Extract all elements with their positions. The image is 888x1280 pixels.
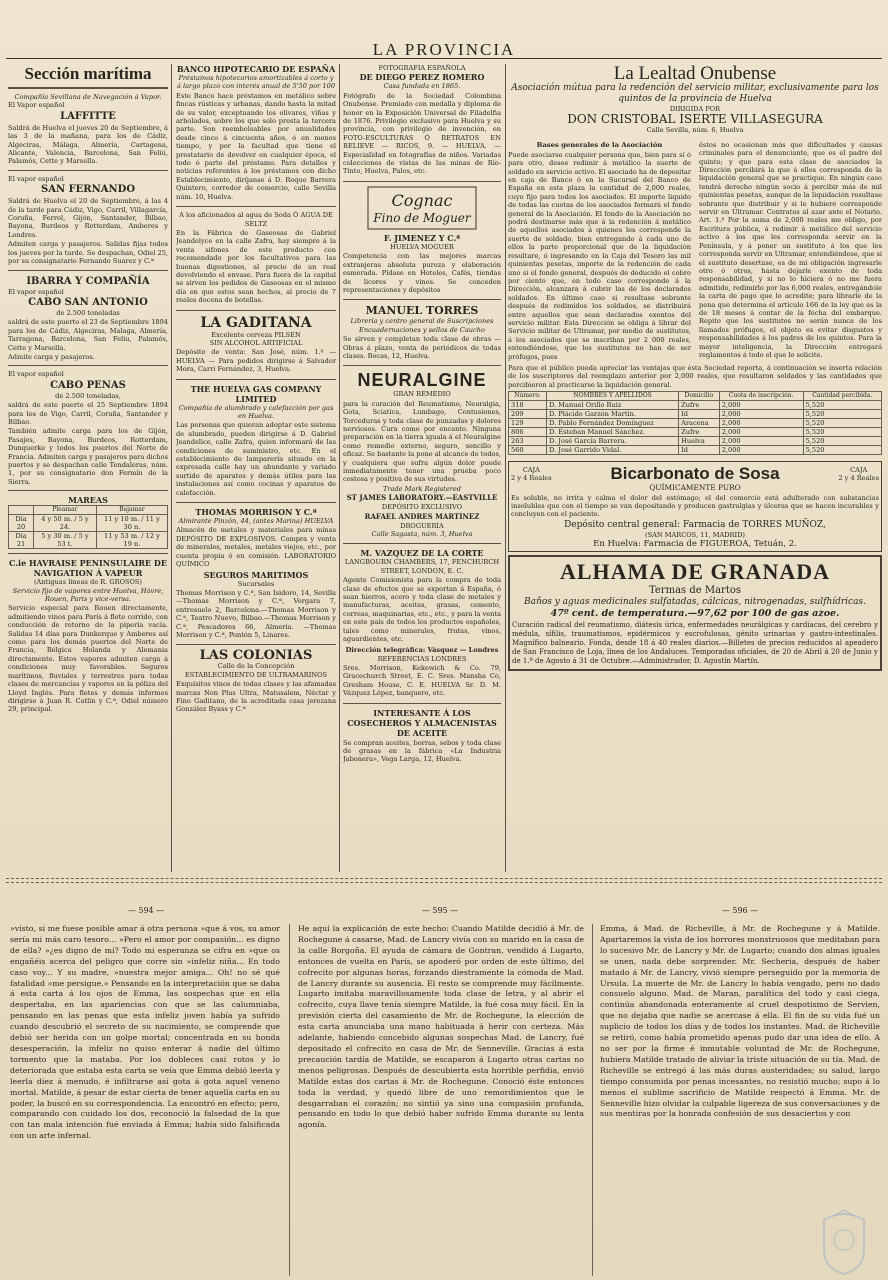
- ad-title: ST JAMES LABORATORY.—EASTVILLE: [346, 493, 498, 503]
- vessel-label: El vapor español: [8, 370, 64, 379]
- table-cell: Huelva: [679, 437, 720, 446]
- table-cell: Zufre: [679, 401, 720, 410]
- page-number: — 595 —: [421, 906, 459, 915]
- vessel-text: saldrá de este puerto el 23 de Septiembre 1894 para los de Cádiz, Algeciras, Malaga, Almería, Tarragona, Barcelona, San Feliu, Palamós, Cette y Marsella.: [8, 318, 168, 352]
- ad-text: Sres. Morrison, Kekewich & Co. 79, Gracechurch Street, E. C. Sres. Mansha Co, Gresham House, C. E. HUELVA Sr. D. M. Vázquez López, banquero, etc.: [343, 663, 501, 698]
- ad-subtitle: Compañía de alumbrado y calefacción por gas en Huelva.: [178, 403, 334, 420]
- tides-table: [8, 505, 168, 549]
- ad-text: Thomas Morrison y C.ª, San Isidoro, 14, Sevilla—Thomas Morrison y C.ª, Vergara 7, entresuelo 2, Barcelona.—Thomas Morrison y C.ª, Teatro Nuevo, Bilbao.—Thomas Morrison y C.ª, Pescadores 66, Almería. —Thomas Morrison y C.ª, Pontón 5, Linares.: [176, 588, 336, 639]
- divider: [176, 206, 336, 207]
- table-row: [509, 428, 882, 437]
- divider: [176, 379, 336, 380]
- ad-title: A los aficionados al agua de Soda Ó AGUA DE SELTZ: [179, 211, 333, 228]
- ad-subtitle: HUELVA MOGUER: [390, 242, 454, 251]
- table-cell: Día 21: [9, 532, 34, 549]
- ad-subtitle: Almirante Pinzón, 44, (antes Marina) HUELVA: [178, 517, 334, 526]
- caja-price: 2 y 4 Reales: [511, 474, 552, 483]
- ad-subtitle: DIRIGIDA POR: [669, 105, 721, 113]
- ad-text: Curación radical del reumatismo, diátesis úrica, enfermedades neurálgicas y cardiacas, del cerebro y médula, sífilis, traumatismos, epidérmicos y escrofulosas, génito urinarias y gastro-intestinales. Magnífico balneario. Fonda, desde 18 á 40 reales diarios.—Billetes de precios reducidos al apeadero de San Francisco de Loja, línea de los Andaluces. Temporadas oficiales, de 20 de Abril á 20 de Junio y de 1.º de Agosto á 31 de Octubre.—Administrador, D. Agustín Martín.: [512, 621, 878, 666]
- table-cell: 2,000: [719, 401, 803, 410]
- table-cell: 5,520: [803, 401, 881, 410]
- table-header: Cantidad percibida.: [803, 392, 881, 401]
- divider: [343, 703, 501, 704]
- table-row: [509, 446, 882, 455]
- table-row: [509, 410, 882, 419]
- ad-subtitle: Depósito central general: Farmacia de TORRES MUÑOZ,: [564, 519, 826, 530]
- ad-title: DE DIEGO PEREZ ROMERO: [359, 72, 485, 83]
- cognac-logo-text: Fino de Moguer: [373, 210, 471, 225]
- divider: [8, 490, 168, 491]
- column-maritime: [8, 64, 168, 872]
- table-cell: 11 y 53 m. / 12 y 19 n.: [96, 532, 167, 549]
- table-cell: Aracena: [679, 419, 720, 428]
- tides-header: Bajamar: [96, 506, 167, 515]
- vessel-text: Admiten carga y pasajeros. Salidas fijas todos los jueves por la tarde. Se despachan, Odiel 25, por su consignatario Fernando Suarez y C.ª: [8, 240, 168, 266]
- vessel-label: El Vapor español: [8, 101, 65, 110]
- serial-text: Emma, á Mad. de Richeville, á Mr. de Rochegune y á Matilde. Apartaremos la vista de los horrores monstruosos que meditaban para lo sucesivo Mr. de Lancry y Mr. de Lugarto; cuando dos almas iguales se unen, nada debe sorprender. Mr. Secheria, después de haber matado á Mr. de Lancry, vivió siempre perseguido por la memoria de Ursula. La muerte de Mr. de Lancry lo había vengado, pero no dado consuelo alguno. Mad. de Maran, paralítica del todo y casi ciega, continúa abandonada enteramente al cruel despotismo de Servien, que no dejaba que nadie se acercase á ella. El fin de su vida fué un suplicio de todos los días y de todos los instantes. Mad. de Richeville se retiró, como había prometido apenas pudo dar una idea de ello. A no ser por la firme é inmutable voluntad de Mr. de Rochegune, hubiera Matilde tratado de aliviar la triste situación de su tía. Mad. de Richeville se entregó á las más duras austeridades; su salud, largo tiempo consumida por penas incesantes, no resistió mucho; supo á lo menos el sublime sacrificio de Matilde respectó á Emma. Mr. de Senneville hizo olvidar la culpable ligereza de sus conversaciones y de sus mentiras por la honrada confesión de sus desaciertos y con: [600, 924, 880, 1119]
- ad-text: Puede asociarse cualquier persona que, bien para sí ó para otro, desee redimir á metálico la suerte de soldado en servicio activo. El asociado ha de depositar en caja de Banco ó en la Sucursal del Banco de España en esta plaza la cantidad de 2,000 reales, cuyo fijo para todos los asociados. El importe liquido de todas las cuotas de los asociados formará el fondo general de la Asociación. El fondo de la Asociación no podrá destinarse más que á la redención á metálico de aquellos asociados á quienes les corresponde la suerte de soldado, bien entregando á cada uno de ellos la parte proporcional que de la liquidación resultare, ó ingresando en la Caja del Tesoro las mil quinientas pesetas, importe de la redención de cada uno si el fondo general, después de deducido el cobro por ciento que, en todo caso corresponde á la Dirección, alcanzara á cubrir las de los declarados soldados. En último caso si resultase sobrante después de redimidos los soldados, se distribuirá entre aquellos que sean declarados exentos del servicio militar. Esta Dirección se obliga á librar del Servicio militar de Ultramar, por medio de sustitutos, á los asociados que se inscriban por 2 000 reales, entendiéndose, que los sustitutos no han de ser prófugos, pues: [508, 150, 691, 361]
- divider: [8, 365, 168, 366]
- ad-subtitle: ESTABLECIMIENTO DE ULTRAMARINOS: [184, 670, 328, 679]
- ad-title: LAS COLONIAS: [199, 648, 313, 664]
- ad-text: Para que el público pueda apreciar las ventajas que ésta Sociedad reporta, á continuación se inserta relación de los suscriptores del reemplazo anterior por 2,000 reales, que resultaron soldados y las cantidades que percibieron al practicarse la liquidación general.: [508, 363, 882, 389]
- divider: [8, 270, 168, 271]
- table-cell: 5,520: [803, 437, 881, 446]
- ad-title: ALHAMA DE GRANADA: [560, 559, 830, 585]
- bicarbonato-header: [511, 464, 879, 484]
- vessel-text: Admite carga y pasajeros.: [8, 352, 95, 361]
- ad-title: THOMAS MORRISON Y C.ª: [195, 507, 317, 518]
- ad-text: Competencia con las mejores marcas extranjeras absoluta pureza y elaboración esmerada. Pídase en Hoteles, Cafés, tiendas de licores y vinos. Se conceden representaciones y depósitos: [343, 252, 501, 294]
- table-cell: Día 20: [9, 515, 34, 532]
- serial-text: He aquí la explicación de este hecho: Cuando Matilde decidió á Mr. de Rochegune á casarse, Mad. de Lancry vivía con su marido en la casa de la calle Borgoña. El ayuda de cámara de Gontran, vendido á Lugarto, entonces de vuelta en París, se apoderó por orden de este último, del cofrecito por algunas horas, forzando diestramente la cómoda de Mad. de Lancry durante su ausencia. El resto se comprende muy fácilmente. Lugarto imitaba maravillosamente toda clase de letra, y al abrir el cofrecito, cuya llave tenía siempre Matilde, la fué cosa muy fácil. En la previsión cierta del casamiento de Mr. de Rochegune, la elección de esta carta anunciaba una mano habituada á herir con certeza. Más adelante, habiendo concebido algunas sospechas Mad. de Lancry, fué depositado el cofrecito en casa de Mr. de Senneville. Gracias á esta precaución tardía de Matilde, se escaparon á Lugarto otras cartas no menos peligrosas. Después de descubierta esta horrible perfidia, envió Matilde estas dos cartas á Mr. de Rochegune. Conoció éste entonces toda la verdad, y quedó libre de uno remordimientos que le desgarraban el corazón; no sintió ya sino una compasión profunda, pensando en todo lo que debió haber sufrido Emma durante su lenta agonía.: [298, 924, 584, 1130]
- table-cell: 263: [509, 437, 547, 446]
- ad-text: Fotógrafo de la Sociedad Colombina Onubense. Premiado con medalla y diploma de honor en la Exposición Universal de Filadelfia de 1876. Privilegio exclusivo para Huelva y su provincia, con privilegio de invención, en FOTO-ESCULTURAS Ó RETRATOS EN RELIEVE — RICOS, 9. — HUELVA. — Especialidad en fotografías de niños. Variadas colecciones de vistas de las minas de Río-Tinto, Huelva, Palos, etc.: [343, 91, 501, 176]
- table-cell: 5,520: [803, 419, 881, 428]
- table-cell: 5,520: [803, 446, 881, 455]
- ad-text: Depósito de venta: San José, núm. 1.º — HUELVA — Para pedidos dirigirse á Salvador Mora, Carri Fernández, 3, Huelva.: [176, 348, 336, 374]
- ad-subtitle: Calle Sevilla, núm. 6, Huelva: [646, 126, 744, 135]
- table-header: NOMBRES Y APELLIDOS: [547, 392, 679, 401]
- company-text: Servicio especial para Rouen directamente, admitiendo vinos para París á flete corrido, con conducción de retorno de la pipería vacía. Salidas 14 días para Dunkerque y Amberes así como para los demás puertos del Norte de Francia, Bélgica Holanda y Alemania directamente. Estos vapores admiten carga á condiciones muy favorables. Seguros marítimos, fluviales y terrestres para todas clases de mercancías y vapores en la póliza del Lloyd Inglés. Para fletes y demás informes dirigirse á Juan R. Catlin y C.ª, Odiel número 29, principal.: [8, 604, 168, 714]
- ad-subtitle: Asociación mútua para la redención del servicio militar, exclusivamente para los quintos de la provincia de Huelva: [511, 83, 879, 104]
- section-subtitle: Bases generales de la Asociación: [536, 140, 663, 149]
- company-heading: C.ie HAVRAISE PENINSULAIRE DE NAVIGATION Á VAPEUR: [9, 558, 167, 579]
- ad-title: LA GADITANA: [200, 314, 312, 331]
- divider: [343, 299, 501, 300]
- table-row: [509, 437, 882, 446]
- column-divider: [289, 924, 290, 1276]
- bicarbonato-ad: [508, 461, 882, 552]
- ad-text: éstos no ocasionan más que dificultades y causas criminales para el denunciante, que es el padre del quinto; y que para esta clase de asociados la Dirección percibirá la que á ellos corresponda de la liquidación general que se practique. En ningún caso tendrá derecho ningún socio á percibir más de mil quinientas pesetas, aunque de la liquidación resultase sobrante que distribuir y si le hubiere corresponde servir en Ultramar. Contratos al azar ante el Notario. Art. 1.º Por la suma de 2,000 reales me obligo, por Escritura pública, á redimir á metálico del servicio activo á los que les corresponda servir en la Península, y á poner un sustituto á los que les corresponda servir en Ultramar, entendiéndose, que si el sustituto desertase, es de mi obligación ingresarle otro ó otros, hasta dejarle exento de toda responsabilidad, y si no lo hiciera ó no me fuera admitido, redimirlo por las 6,000 reales, entregándole la carta de pago que lo acredite; para librarle de la pena que determina el artículo 166 de la ley que es la de 18 meses á contar de la fecha del embarque. Repito que los sustitutos no serán nunca de los llamados prófugos, el objeto es evitar disgustos y responsabilidades á los padres de los quintos. Para la mayor inteligencia, la Dirección entregará reglamentos á todo el que lo solicite.: [699, 140, 882, 359]
- folletin-rule: [6, 882, 882, 883]
- ad-subtitle: Casa fundada en 1865.: [383, 82, 461, 91]
- table-header: Domicilio: [679, 392, 720, 401]
- divider: [343, 365, 501, 366]
- table-cell: 2,000: [719, 410, 803, 419]
- divider: [176, 310, 336, 311]
- divider: [8, 170, 168, 171]
- column-divider: [592, 924, 593, 1276]
- table-cell: D. Manuel Orillo Ruiz: [547, 401, 679, 410]
- ad-title: BANCO HIPOTECARIO DE ESPAÑA: [176, 64, 336, 74]
- lealtad-left: [508, 140, 691, 362]
- company-heading: IBARRA Y COMPAÑÍA: [26, 275, 150, 287]
- table-cell: 318: [509, 401, 547, 410]
- divider: [343, 181, 501, 182]
- divider: [8, 553, 168, 554]
- caja-label: [838, 466, 879, 482]
- table-cell: 2,000: [719, 419, 803, 428]
- table-cell: 2,000: [719, 446, 803, 455]
- table-cell: 2,000: [719, 437, 803, 446]
- tides-header: Pleamar: [34, 506, 97, 515]
- ad-subtitle: Termas de Martos: [649, 585, 741, 597]
- ad-text: Las personas que quieran adoptar este sistema de alumbrado, pueden dirigirse á D. Gabriel Jeandelice, calle Zafra, quien informará de las condiciones de suministro, etc. En el establecimiento de lamparería situado en la expresada calle hay un abundante y variado surtido de aparatos y demás útiles para las instalaciones así como cocinas y aparatos de calefacción.: [176, 421, 336, 497]
- ad-subtitle: REFERENCIAS LONDRES: [377, 654, 467, 663]
- vessel-label: El vapor español: [8, 287, 64, 296]
- ad-title: M. VAZQUEZ DE LA CORTE: [360, 548, 484, 559]
- table-cell: 209: [509, 410, 547, 419]
- table-row: [9, 515, 168, 532]
- ad-title: La Lealtad Onubense: [613, 64, 777, 84]
- ad-title: Bicarbonato de Sosa: [610, 464, 780, 484]
- vessel-tonnage: de 2.500 toneladas: [56, 308, 120, 317]
- column-divider: [339, 64, 340, 872]
- ad-text: En la Fábrica de Gaseosas de Gabriel Jeandelyce en la calle Zafra, hay siempre á la venta sifones de este producto con recomendado por los facultativos para las buenas digestiones, al precio de un real devolviendo el envase. Para fuera de la capital se sirven los pedidos de Gaseosas en el mismo día en que estos sean hechos, al precio de 7 reales docena de botellas.: [176, 228, 336, 305]
- ad-subtitle: GRAN REMEDIO: [393, 390, 451, 399]
- ad-title: THE HUELVA GAS COMPANY LIMITED: [190, 383, 322, 404]
- table-cell: Zufre: [679, 428, 720, 437]
- table-cell: D. Plácido Garzón Martín.: [547, 410, 679, 419]
- ad-text: Exquisitos vinos de todas clases y las afamadas marcas Non Plus Ultra, Matusalem, Néctar y Fino Gaditano, de la acreditada casa jerezana González Byass y C.ª: [176, 680, 336, 714]
- ad-subtitle: Dirección telegráfica: Vásquez — Londres: [345, 645, 499, 654]
- table-cell: 129: [509, 419, 547, 428]
- table-cell: 2,000: [719, 428, 803, 437]
- company-subtitle: (Antiguas lineas de R. GROSOS): [33, 578, 143, 587]
- tides-title: MAREAS: [68, 495, 108, 506]
- ad-title: MANUEL TORRES: [365, 304, 479, 318]
- vessel-name: CABO PENAS: [50, 379, 126, 391]
- table-cell: D. José Garrido Vidal.: [547, 446, 679, 455]
- ad-subtitle: QUÍMICAMENTE PURO: [649, 483, 741, 493]
- page-number: — 596 —: [721, 906, 759, 915]
- masthead: LA PROVINCIA: [372, 40, 516, 59]
- vessel-label: El vapor español: [8, 174, 64, 183]
- ad-subtitle: (SAN MARCOS, 11, MADRID): [645, 530, 745, 539]
- caja-label: [511, 466, 552, 482]
- table-row: [509, 419, 882, 428]
- lealtad-right: [699, 140, 882, 362]
- ad-title: NEURALGINE: [357, 370, 487, 391]
- table-cell: 4 y 50 m. / 5 y 24.: [34, 515, 97, 532]
- table-cell: 5,520: [803, 410, 881, 419]
- table-cell: 806: [509, 428, 547, 437]
- ad-subtitle: 47º cent. de temperatura.—97,62 por 100 de gas azoe.: [550, 608, 840, 620]
- ad-text: Almacén de metales y materiales para minas DEPÓSITO DE EXPLOSIVOS. Compra y venta de minerales, metales, metales viejos, etc., por cuenta propia ó en comisión. LABORATORIO QUÍMICO: [176, 526, 336, 569]
- cognac-logo-text: Cognac: [391, 190, 453, 210]
- ad-title: INTERESANTE Á LOS COSECHEROS Y ALMACENISTAS DE ACEITE: [347, 707, 497, 738]
- vessel-name: CABO SAN ANTONIO: [28, 296, 148, 308]
- table-cell: 5 y 30 m. / 5 y 53 t.: [34, 532, 97, 549]
- caja-text: CAJA: [522, 466, 540, 475]
- top-rule: [6, 58, 882, 59]
- vessel-text: saldrá de este puerto el 25 Septiembre 1894 para los de Vigo, Carril, Coruña, Santander y Bilbao.: [8, 401, 168, 426]
- caja-price: 2 y 4 Reales: [838, 474, 879, 483]
- ad-text: Se compran aceites, borras, sebos y toda clase de grasas en la fábrica «La Industria Jabonera», Vega Larga, 12, Huelva.: [343, 738, 501, 764]
- company-name: Compañía Sevillana de Navegación á Vapor.: [14, 93, 162, 101]
- ad-title: SEGUROS MARITIMOS: [203, 569, 309, 580]
- ad-text: Es soluble, no irrita y calma el dolor del estómago; el del comercio está adulterado con substancias insolubles que con el tiempo se van depositando y producen gastralgias y úlceras que se hacen incurables y concluyen con el paciente.: [511, 493, 879, 519]
- ad-text: Se sirven y completan toda clase de obras —Obras á plazo, venta de periódicos de todas clases. Bocas, 12, Huelva.: [343, 335, 501, 360]
- ad-title: FOTOGRAFIA ESPAÑOLA: [378, 64, 466, 72]
- vessel-name: LAFFITTE: [60, 110, 116, 122]
- section-title: Sección marítima: [24, 64, 152, 83]
- page-number: — 594 —: [127, 906, 165, 915]
- ad-subtitle: LANGBOURN CHAMBERS, 17, FENCHURCH STREET, LONDON, E. C.: [344, 558, 500, 575]
- ad-subtitle: DROGUERÍA: [400, 521, 444, 530]
- table-cell: Id: [679, 410, 720, 419]
- vessel-text: Saldrá de Huelva el jueves 20 de Septiembre, á las 3 de la mañana, para los de Cádiz, Algeciras, Málaga, Almería, Cartagena, Alicante, Valencia, Barcelona, San Feliú, Palamós, Cette y Marsella.: [8, 123, 168, 166]
- table-cell: D. Pablo Fernández Domínguez: [547, 419, 679, 428]
- ad-title: RAFAEL ANDRES MARTINEZ: [364, 511, 480, 521]
- serial-text: »visto, si me fuese posible amar á otra persona »que á vos, su amor sería mi más caro tesoro... »Pero el amor por compasión... es digno de ella? »¿es digno de mí? Todo mi esperanza se cifra en »que os engañéis acerca del peligro que corre sin »infeliz niña... En todo caso voy... Y su madre, »nuestra mejor amiga... Oh! no sé qué fatalidad »me persigue.» Pensando en la interpretación que se daba á esta carta á los ojos de Emma, las sospechas que en ella despertaba, en las apariencias con que se las calumniaba, pensando en las penas que esta infeliz joven había ya sufrido cuando descubrió el secreto de su nacimiento, se comprende que debió ser herida con un golpe mortal; concentrada en su honda desesperación, la infeliz no quiso enterar á nadie del último tormento que la mataba. Por los dobleces casi rotos y lo deteriorada que estaba esta carta se veía que Emma debió leerla y leerla diez á menudo, é infiltrarse así gota á gota aquel veneno mortal. Matilde, á pesar de estar cierta de tener aquella carta en su poder, la buscó en su correspondencia. La encontró en efecto; pero, comparando con cuidado los dos, reconoció la falsedad de la que con tan mala intención fué enviada á Emma; había sido falsificada con un arte infernal.: [10, 924, 280, 1141]
- table-cell: 560: [509, 446, 547, 455]
- table-cell: 5,520: [803, 428, 881, 437]
- ad-subtitle: Sucursales: [237, 579, 275, 588]
- table-header: Número.: [509, 392, 547, 401]
- column-divider: [171, 64, 172, 872]
- ad-subtitle: Baños y aguas medicinales sulfatadas, cálcicas, nitrogenadas, sulfhídricas.: [524, 597, 866, 608]
- ad-subtitle: SIN ALCOHOL ARTIFICIAL: [209, 338, 303, 347]
- vessel-text: Saldrá de Huelva el 20 de Septiembre, á las 4 de la tarde para Cádiz, Vigo, Carril, Villagarcía, Coruña, Ferrol, Gijón, Santander, Bilbao, Bayona, Burdeos y Rotterdam, Amberes y Londres.: [8, 197, 168, 239]
- ad-subtitle: Calle Sagasta, núm. 3, Huelva: [371, 530, 473, 539]
- caja-text: CAJA: [850, 466, 868, 475]
- ad-subtitle: En Huelva: Farmacia de FIGUEROA, Tetuán, 2.: [593, 539, 797, 550]
- alhama-ad: [508, 555, 882, 671]
- table-cell: 11 y 10 m. / 11 y 30 n.: [96, 515, 167, 532]
- ad-subtitle: Préstamos hipotecarios amortizables á corto y á largo plazo con interés anual de 5'50 por 100: [176, 74, 336, 91]
- ad-subtitle: DEPÓSITO EXCLUSIVO: [381, 503, 463, 512]
- table-cell: D. Esteban Manuel Sánchez.: [547, 428, 679, 437]
- cognac-logo-icon: [367, 186, 477, 230]
- ad-text: Agente Comisionista para la compra de toda clase de efectos que se exportan á España, ó sean hierros, acero y toda clase de metales y manufacturas, aceites, grasas, cemento, correas, maquinarias, etc., etc., y para la venta en este país de todos los productos españoles, tales como minerales, frutas, vinos, aguardientes, etc.: [343, 576, 501, 644]
- ad-subtitle: Librería y centro general de Suscripciones Encuadernaciones y sellos de Caucho: [350, 317, 494, 334]
- ad-subtitle: Excelente cerveza PILSEN: [211, 330, 301, 339]
- company-tagline: Servicio fijo de vapores entre Huelva, Hávre, Rouen, Paris y vice-versa.: [12, 586, 164, 604]
- column-lealtad: [508, 64, 882, 872]
- ad-subtitle: Calle de la Concepción: [217, 662, 295, 671]
- folletin-rule: [6, 878, 882, 879]
- divider: [176, 502, 336, 503]
- table-header-row: [509, 392, 882, 401]
- table-row: [9, 532, 168, 549]
- vessel-tonnage: de 2.500 toneladas,: [55, 391, 121, 400]
- divider: [176, 644, 336, 645]
- column-ads-2: [176, 64, 336, 872]
- ad-text: para la curación del Reumatismo, Neuralgia, Gota, Sciatica, Lumbago, Contusiones, Torceduras y toda clase de punzadas y dolores nerviosos. Cura como por encanto. Ninguna preparación en la tierra iguala á el Neuralgine como remedio externo, seguro, sencillo y eficaz. Se bastante la pone al alcance de todos, y cualquiera que sufra algún dolor puede inmediatamente tener una prueba poco costosa y positiva de sus virtudes.: [343, 399, 501, 484]
- divider: [343, 543, 501, 544]
- lealtad-body: [508, 140, 882, 362]
- ad-subtitle: Trade Mark Registered: [382, 484, 462, 493]
- library-seal-icon: [816, 1206, 872, 1276]
- column-ads-3: [343, 64, 501, 872]
- vessel-name: SAN FERNANDO: [40, 184, 136, 196]
- ad-title: F. JIMENEZ Y C.ª: [383, 232, 461, 243]
- table-row: [509, 401, 882, 410]
- vessel-text: También admite carga para los de Gijón, Pasajes, Bayona, Burdeos, Rotterdam, Dunquerke y todos los puertos del Norte de Francia. Admiten carga y pasajeros para dichos puertos y se despachan calle Tendaleras, núm. 1, por su consignatario don Fermín de la Sierra.: [8, 427, 168, 486]
- table-cell: Id: [679, 446, 720, 455]
- column-divider: [505, 64, 506, 872]
- table-cell: D. José García Barrera.: [547, 437, 679, 446]
- divider: [8, 87, 168, 89]
- table-header: Cuota de inscripción.: [719, 392, 803, 401]
- director-name: DON CRISTOBAL ISERTE VILLASEGURA: [567, 112, 823, 127]
- subscribers-table: [508, 391, 882, 455]
- ad-text: Este Banco hace préstamos en metálico sobre fincas rústicas y urbanas, dando hasta la mitad de su valor, exceptuando los olivares, viñas y arbolados, sobre los que solo presta la tercera parte. Son reembolsables por anualidades desde cinco á cincuenta años, ó en menos tiempo, y por la facultad que tiene el prestatario de devolver en cualquier época, el todo ó parte del préstamo. Para detalles y noticias referentes á los préstamos con dicho Establecimiento, diríjanse á D. Roque Barrera Quintero, corredor de comercio, calle Sevilla núm. 10, Huelva.: [176, 91, 336, 201]
